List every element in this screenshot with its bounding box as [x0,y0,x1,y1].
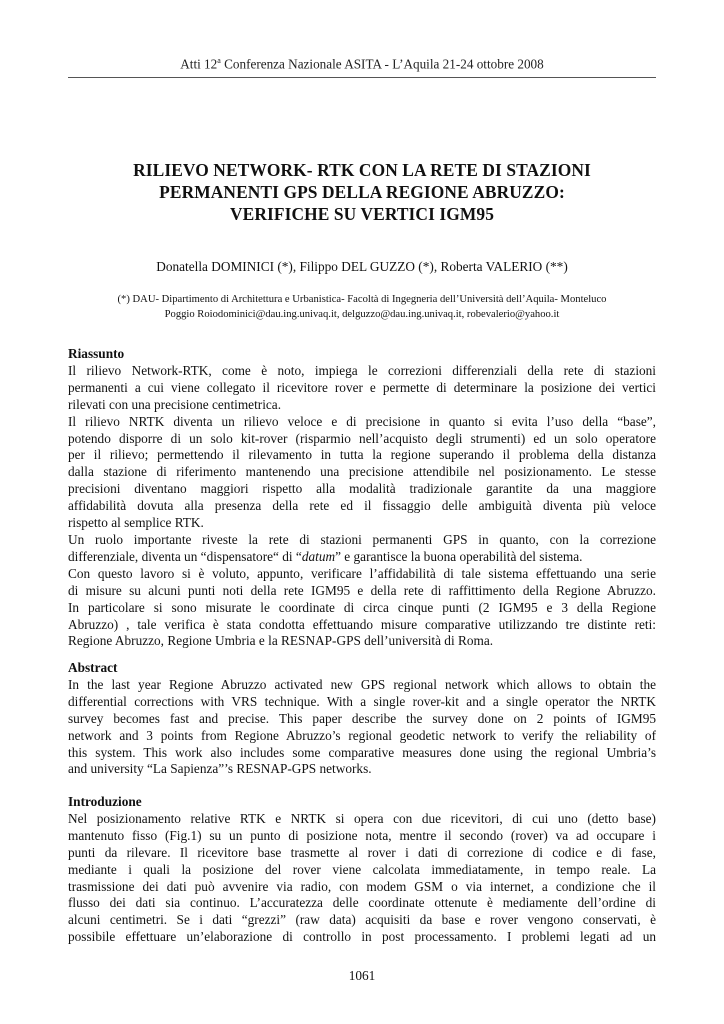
page-number: 1061 [348,968,376,983]
body-line: Con questo lavoro si è voluto, appunto, verificare l’affidabilità di tale sistema effettuando una serie [68,565,656,581]
body-line: rispetto al semplice RTK. [68,515,204,531]
title-line: RILIEVO NETWORK- RTK CON LA RETE DI STAZIONI [133,160,591,180]
paper-title [68,159,656,225]
body-line: differential corrections with VRS technique. With a single rover-kit and a single operator the NRTK [68,693,656,709]
body-line [68,549,656,566]
body-line: punti da rilevare. Il ricevitore base trasmette al rover i dati di correzione di codice e di fase, [68,844,656,860]
body-line: Il rilievo Network-RTK, come è noto, impiega le correzioni differenziali della rete di stazioni [68,362,656,378]
body-line: affidabilità dovuta alla presenza della rete ed il fissaggio delle ambiguità diventa più veloce [68,498,656,514]
affiliation-line: Poggio Roiodominici@dau.ing.univaq.it, delguzzo@dau.ing.univaq.it, robevalerio@yahoo.it [164,309,560,320]
body-line: In the last year Regione Abruzzo activated new GPS regional network which allows to obtain the [68,676,656,692]
riassunto-section [68,346,656,650]
body-line: permanenti a cui viene collegato il ricevitore rover e permette di determinare la posizione dei vertici [68,379,656,395]
header-text-pre: Atti 12 [180,56,218,72]
body-line: mediante i quali la posizione del rover viene calcolata immediatamente, in tempo reale. La [68,861,656,877]
header-rule [68,77,656,78]
affiliation [68,292,656,322]
header-text-post: Conferenza Nazionale ASITA - L’Aquila 21-24 ottobre 2008 [220,56,544,72]
body-line: rilevati con una precisione centimetrica. [68,396,282,412]
body-line: possibile effettuare un’elaborazione di controllo in post processamento. I problemi legati ad un [68,929,656,945]
body-line: alcuni centimetri. Se i dati “grezzi” (raw data) acquisiti da base e rover vengono conservati, è [68,912,656,928]
body-line: dalla stazione di riferimento mantenendo una precisione attendibile nel posizionamento. Le stesse [68,464,656,480]
body-line: survey becomes fast and precise. This paper describe the survey done on 2 points of IGM95 [68,710,656,726]
riassunto-heading: Riassunto [68,346,125,361]
body-line: Regione Abruzzo, Regione Umbria e la RESNAP-GPS dell’università di Roma. [68,633,494,649]
title-line: PERMANENTI GPS DELLA REGIONE ABRUZZO: [159,182,565,202]
body-line: and university “La Sapienza”’s RESNAP-GPS networks. [68,761,372,777]
body-line: per il rilievo; permettendo il rilevamento in tutta la regione superando il problema della distanza [68,447,656,463]
affiliation-line: (*) DAU- Dipartimento di Architettura e Urbanistica- Facoltà di Ingegneria dell’Università dell’Aquila- Monteluco [117,294,607,305]
abstract-section [68,660,656,778]
body-line: this system. This work also includes some comparative measures done using the regional Umbria’s [68,744,656,760]
body-line: di misure su alcuni punti noti della rete IGM95 e della rete di raffittimento della Regione Abruzzo. [68,582,656,598]
body-line: network and 3 points from Regione Abruzzo’s regional geodetic network to verify the reliability of [68,727,656,743]
abstract-heading: Abstract [68,660,118,675]
introduzione-section [68,794,656,946]
title-line: VERIFICHE SU VERTICI IGM95 [229,204,495,224]
body-text: ” e garantisce la buona operabilità del sistema. [335,548,583,564]
body-line: Nel posizionamento relative RTK e NRTK si opera con due ricevitori, di cui uno (detto base) [68,810,656,826]
body-line: Il rilievo NRTK diventa un rilievo veloce e di precisione in quanto si evita l’uso della “base”, [68,413,656,429]
body-line: Un ruolo importante riveste la rete di stazioni permanenti GPS in quanto, con la correzione [68,531,656,547]
body-line: precisioni diventano maggiori rispetto alla modalità tradizionale garantite da una maggiore [68,481,656,497]
running-header [68,56,656,72]
body-line: potendo disporre di un solo kit-rover (risparmio nell’acquisto degli strumenti) ed un solo operatore [68,430,656,446]
body-line: trasmissione dei dati può avvenire via radio, con modem GSM o via internet, a condizione che il [68,878,656,894]
body-line: mantenuto fisso (Fig.1) su un punto di posizione nota, mentre il secondo (rover) va ad occupare i [68,827,656,843]
introduzione-heading: Introduzione [68,794,142,809]
body-line: flusso dei dati sia continuo. L’accuratezza delle coordinate ottenute è mediamente dell’ordine di [68,895,656,911]
body-line: Abruzzo) , tale verifica è stata condotta effettuando misure comparative utilizzando tre distinte reti: [68,616,656,632]
authors: Donatella DOMINICI (*), Filippo DEL GUZZO (*), Roberta VALERIO (**) [156,259,568,274]
header-superscript: a [217,56,221,65]
body-line: In particolare si sono misurate le coordinate di circa cinque punti (2 IGM95 e 3 della Regione [68,599,656,615]
datum-italic: datum [301,548,336,564]
body-text: differenziale, diventa un “dispensatore“ di “ [68,548,302,564]
